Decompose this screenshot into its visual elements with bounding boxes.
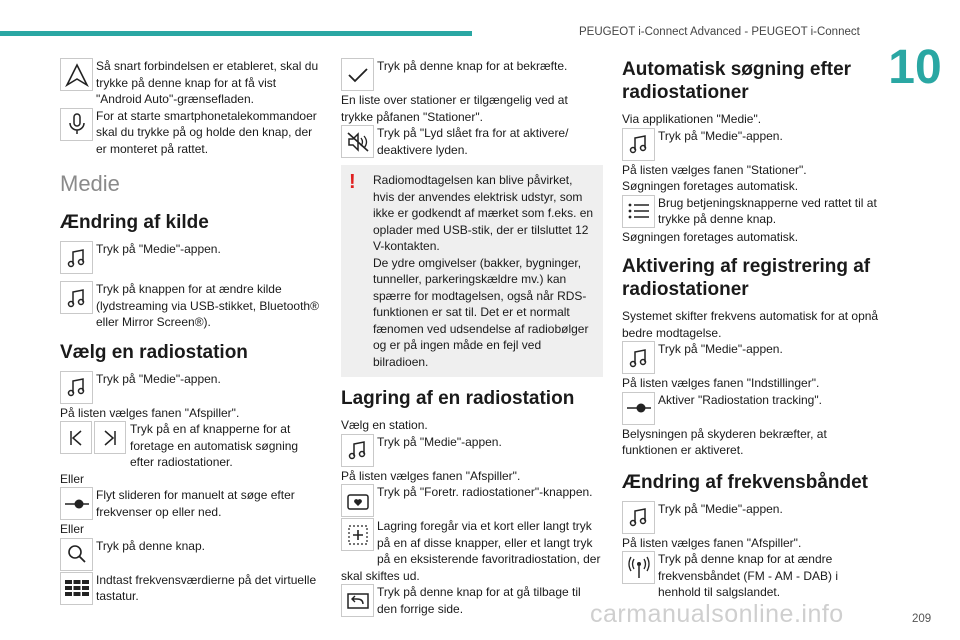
heading-vaelg-radiostation: Vælg en radiostation <box>60 341 248 363</box>
toggle-switch-icon <box>622 392 655 425</box>
keyboard-icon <box>60 572 93 605</box>
instruction-change-source <box>60 281 322 331</box>
music-note-icon <box>60 241 93 274</box>
instruction-back <box>341 584 603 618</box>
mute-icon <box>341 125 374 158</box>
android-auto-icon <box>60 58 93 91</box>
back-icon <box>341 584 374 617</box>
chapter-number: 10 <box>888 41 942 94</box>
warning-icon: ! <box>349 171 356 193</box>
instruction-text: Systemet skifter frekvens automatisk for at opnå bedre modtagelse. <box>622 309 879 340</box>
instruction-text: Tryk på "Medie"-appen. <box>658 342 783 356</box>
instruction-media-app <box>60 371 322 405</box>
instruction-voice-command <box>60 108 322 158</box>
heading-aendring-af-kilde: Ændring af kilde <box>60 212 209 233</box>
heading-aendring-frekvensbaand: Ændring af frekvensbåndet <box>622 471 868 493</box>
instruction-text: Tryk på "Medie"-appen. <box>96 242 221 256</box>
column-1 <box>60 58 322 606</box>
heading-aktivering-registrering: Aktivering af registrering af radiostationer <box>622 256 871 300</box>
page-header-title: PEUGEOT i-Connect Advanced - PEUGEOT i-Connect <box>579 26 860 38</box>
music-note-icon <box>622 501 655 534</box>
column-2 <box>341 58 603 618</box>
checkmark-icon <box>341 58 374 91</box>
notice-text: Radiomodtagelsen kan blive påvirket, hvis der anvendes elektrisk udstyr, som ikke er godkendt af mærket som f.eks. en oplader med USB-stik, der er tilsluttet 12 V-kontakten. <box>373 173 594 253</box>
instruction-search-button <box>60 538 322 572</box>
instruction-auto-search <box>60 421 322 471</box>
notice-text-2: De ydre omgivelser (bakker, bygninger, tunneller, parkeringskældre mv.) kan spærre for modtagelsen, også når RDS-funktionen er sat til. Det er et normalt fænomen ved udsendelse af radiobølger og er på ingen måde en fejl ved bilradioen. <box>373 255 589 369</box>
heading-lagring-radiostation: Lagring af en radiostation <box>341 388 575 409</box>
music-note-icon <box>622 128 655 161</box>
instruction-text: Lagring foregår via et kort eller langt tryk på en af disse knapper, eller et langt tryk på en eksisterende favoritradiostation, der skal skiftes ud. <box>341 519 601 583</box>
instruction-keyboard <box>60 572 322 606</box>
section-title-medie: Medie <box>60 171 120 196</box>
instruction-text: Tryk på denne knap for at ændre frekvensbåndet (FM - AM - DAB) i henhold til salgslandet. <box>658 552 839 599</box>
instruction-store-preset <box>341 518 603 584</box>
instruction-text: Tryk på "Medie"-appen. <box>658 128 783 143</box>
music-note-icon <box>622 341 655 374</box>
instruction-text: Tryk på "Medie"-appen. <box>96 371 221 386</box>
instruction-band <box>622 551 884 601</box>
skip-next-icon <box>94 421 126 454</box>
instruction-text: På listen vælges fanen "Afspiller". <box>622 535 802 550</box>
instruction-mute <box>341 125 603 159</box>
microphone-icon <box>60 108 93 141</box>
instruction-text: For at starte smartphonetalekommandoer skal du trykke på og holde den knap, der er monteret på rattet. <box>96 108 317 156</box>
instruction-text: Tryk på denne knap. <box>96 538 205 553</box>
instruction-text: Tryk på denne knap for at bekræfte. <box>377 59 568 73</box>
instruction-steering-wheel <box>622 195 884 229</box>
instruction-tracking-toggle <box>622 392 884 426</box>
instruction-confirm <box>341 58 603 92</box>
instruction-media-app <box>622 128 884 162</box>
favourite-radio-icon <box>341 484 374 517</box>
slider-icon <box>60 487 93 520</box>
instruction-text: Flyt slideren for manuelt at søge efter frekvenser op eller ned. <box>96 488 295 519</box>
search-icon <box>60 538 93 571</box>
instruction-text: Brug betjeningsknapperne ved rattet til at trykke på denne knap. <box>658 195 877 226</box>
radio-antenna-icon <box>622 551 655 584</box>
instruction-text: Tryk på "Medie"-appen. <box>377 434 502 449</box>
instruction-slider <box>60 487 322 521</box>
instruction-media-app <box>622 501 884 535</box>
instruction-text: Indtast frekvensværdierne på det virtuelle tastatur. <box>96 572 317 603</box>
instruction-text: Via applikationen "Medie". <box>622 112 762 126</box>
instruction-text: Vælg en station. <box>341 418 428 432</box>
instruction-text: En liste over stationer er tilgængelig ved at trykke påfanen "Stationer". <box>341 93 568 124</box>
music-source-icon <box>60 281 93 314</box>
warning-notice <box>341 165 603 377</box>
instruction-text: Så snart forbindelsen er etableret, skal du trykke på denne knap for at få vist "Android Auto"-grænsefladen. <box>96 59 319 106</box>
or-label: Eller <box>60 471 85 486</box>
skip-previous-icon <box>60 421 92 454</box>
instruction-media-app <box>622 341 884 375</box>
instruction-favourites <box>341 484 603 518</box>
add-preset-icon <box>341 518 374 551</box>
watermark: carmanualsonline.info <box>590 600 844 628</box>
skip-buttons <box>60 421 126 454</box>
music-note-icon <box>341 434 374 467</box>
instruction-text: Tryk på denne knap for at gå tilbage til den forrige side. <box>377 585 581 616</box>
or-label: Eller <box>60 522 85 536</box>
instruction-text: På listen vælges fanen "Afspiller". <box>60 405 240 420</box>
instruction-text: Aktiver "Radiostation tracking". <box>658 392 822 407</box>
instruction-android-auto <box>60 58 322 108</box>
instruction-text: Søgningen foretages automatisk. <box>622 229 799 244</box>
instruction-text: Tryk på "Medie"-appen. <box>658 501 783 516</box>
page-number: 209 <box>912 613 932 625</box>
header-accent-bar <box>0 31 472 36</box>
instruction-text: Tryk på en af knapperne for at foretage en automatisk søgning efter radiostationer. <box>130 422 299 469</box>
instruction-text: Tryk på "Lyd slået fra for at aktivere/ deaktivere lyden. <box>377 126 569 157</box>
list-icon <box>622 195 655 228</box>
instruction-text: Tryk på "Foretr. radiostationer"-knappen. <box>377 485 593 499</box>
instruction-text: Tryk på knappen for at ændre kilde (lydstreaming via USB-stikket, Bluetooth® eller Mirror Screen®). <box>96 282 319 329</box>
column-3 <box>622 58 884 601</box>
instruction-media-app <box>341 434 603 468</box>
instruction-text: På listen vælges fanen "Stationer". <box>622 162 807 177</box>
instruction-text: På listen vælges fanen "Indstillinger". <box>622 376 820 390</box>
instruction-text: Belysningen på skyderen bekræfter, at funktionen er aktiveret. <box>622 426 827 457</box>
instruction-media-app <box>60 241 322 275</box>
heading-automatisk-soegning: Automatisk søgning efter radiostationer <box>622 59 852 103</box>
music-note-icon <box>60 371 93 404</box>
instruction-text: På listen vælges fanen "Afspiller". <box>341 468 521 483</box>
instruction-text: Søgningen foretages automatisk. <box>622 179 799 193</box>
